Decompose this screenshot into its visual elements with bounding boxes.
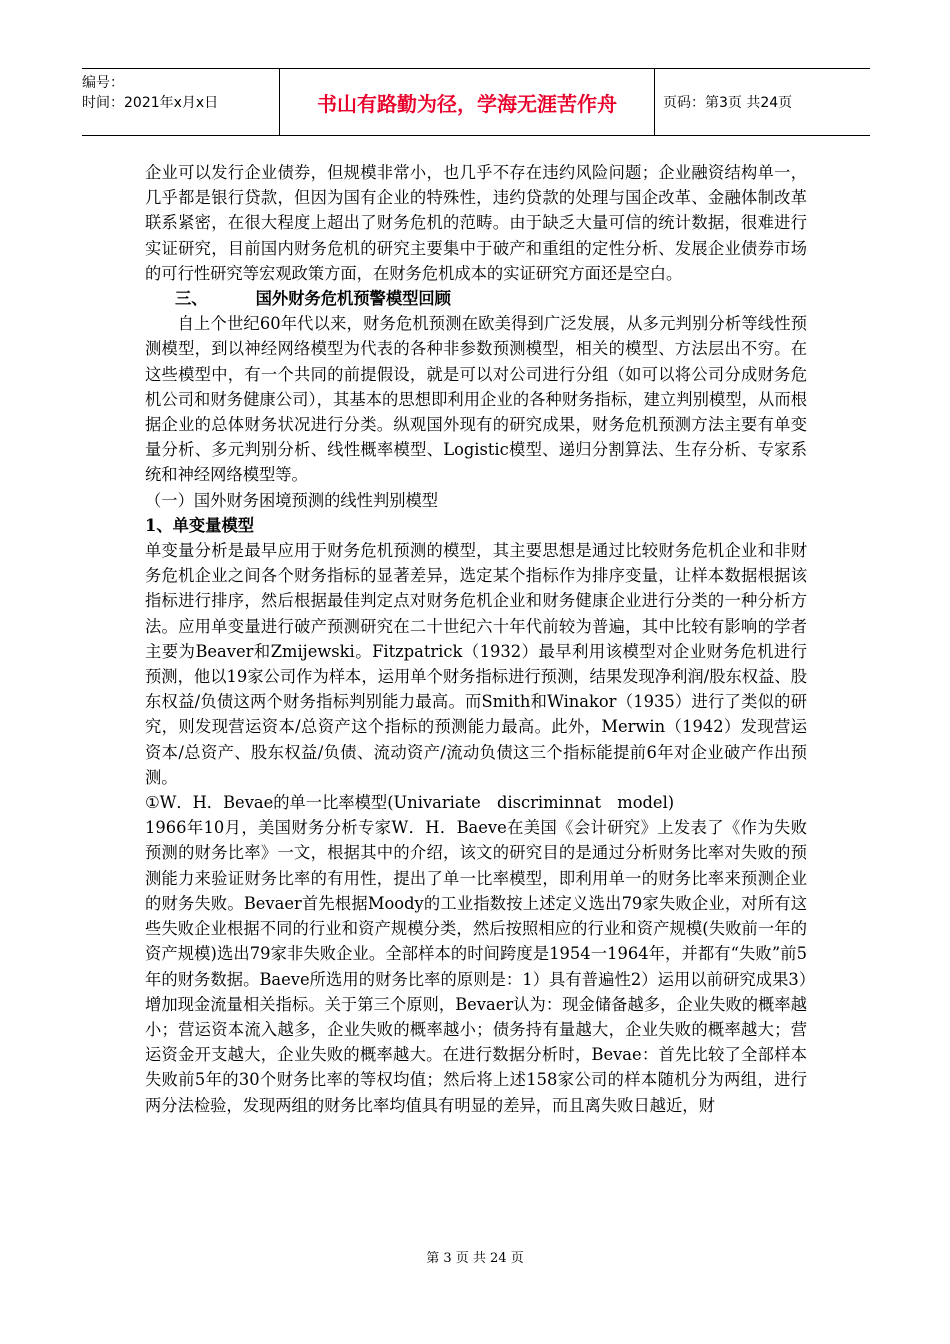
paragraph: 自上个世纪60年代以来，财务危机预测在欧美得到广泛发展，从多元判别分析等线性预测模型，到以神经网络模型为代表的各种非参数预测模型，相关的模型、方法层出不穷。在这些模型中，有一个共同的前提假设，就是可以对公司进行分组（如可以将公司分成财务危机公司和财务健康公司），其基本的思想即利用企业的各种财务指标，建立判别模型，从而根据企业的总体财务状况进行分类。纵观国外现有的研究成果，财务危机预测方法主要有单变量分析、多元判别分析、线性概率模型、Logistic模型、递归分割算法、生存分析、专家系统和神经网络模型等。 xyxy=(145,314,807,485)
header-motto: 书山有路勤为径，学海无涯苦作舟 xyxy=(280,69,655,135)
subsection-heading: （一）国外财务困境预测的线性判别模型 xyxy=(145,490,439,510)
page-header xyxy=(82,68,870,136)
page-footer: 第 3 页 共 24 页 xyxy=(426,1251,524,1266)
subsubsection-heading: 1、单变量模型 xyxy=(145,515,255,535)
model-heading: ①W．H．Bevae的单一比率模型(Univariate discriminnat model) xyxy=(145,793,675,813)
paragraph: 企业可以发行企业债券，但规模非常小，也几乎不存在违约风险问题；企业融资结构单一，几乎都是银行贷款，但因为国有企业的特殊性，违约贷款的处理与国企改革、金融体制改革联系紧密，在很大程度上超出了财务危机的范畴。由于缺乏大量可信的统计数据，很难进行实证研究，目前国内财务危机的研究主要集中于破产和重组的定性分析、发展企业债券市场的可行性研究等宏观政策方面，在财务危机成本的实证研究方面还是空白。 xyxy=(145,163,807,283)
document-body xyxy=(145,160,807,1118)
header-meta xyxy=(82,69,280,135)
section-heading xyxy=(145,286,807,311)
paragraph: 单变量分析是最早应用于财务危机预测的模型，其主要思想是通过比较财务危机企业和非财务危机企业之间各个财务指标的显著差异，选定某个指标作为排序变量，让样本数据根据该指标进行排序，然后根据最佳判定点对财务危机企业和财务健康企业进行分类的一种分析方法。应用单变量进行破产预测研究在二十世纪六十年代前较为普遍，其中比较有影响的学者主要为Beaver和Zmijewski。Fitzpatrick（1932）最早利用该模型对企业财务危机进行预测，他以19家公司作为样本，运用单个财务指标进行预测，结果发现净利润/股东权益、股东权益/负债这两个财务指标判别能力最高。而Smith和Winakor（1935）进行了类似的研究，则发现营运资本/总资产这个指标的预测能力最高。此外，Merwin（1942）发现营运资本/总资产、股东权益/负债、流动资产/流动负债这三个指标能提前6年对企业破产作出预测。 xyxy=(145,541,807,787)
document-time: 时间：2021年x月x日 xyxy=(82,95,219,111)
section-number: 三、 xyxy=(175,289,208,309)
section-title: 国外财务危机预警模型回顾 xyxy=(255,289,451,309)
paragraph: 1966年10月，美国财务分析专家W．H．Baeve在美国《会计研究》上发表了《作为失败预测的财务比率》一文，根据其中的介绍，该文的研究目的是通过分析财务比率对失败的预测能力来验证财务比率的有用性，提出了单一比率模型，即利用单一的财务比率来预测企业的财务失败。Bevaer首先根据Moody的工业指数按上述定义选出79家失败企业，对所有这些失败企业根据不同的行业和资产规模分类，然后按照相应的行业和资产规模(失败前一年的资产规模)选出79家非失败企业。全部样本的时间跨度是1954一1964年，并都有“失败”前5年的财务数据。Baeve所选用的财务比率的原则是：1）具有普遍性2）运用以前研究成果3）增加现金流量相关指标。关于第三个原则，Bevaer认为：现金储备越多，企业失败的概率越小；营运资本流入越多，企业失败的概率越小；债务持有量越大，企业失败的概率越大；营运资金开支越大，企业失败的概率越大。在进行数据分析时，Bevae：首先比较了全部样本失败前5年的30个财务比率的等权均值；然后将上述158家公司的样本随机分为两组，进行两分法检验，发现两组的财务比率均值具有明显的差异，而且离失败日越近，财 xyxy=(145,818,807,1115)
header-page-info: 页码：第3页 共24页 xyxy=(663,95,793,111)
document-number: 编号： xyxy=(82,75,124,91)
